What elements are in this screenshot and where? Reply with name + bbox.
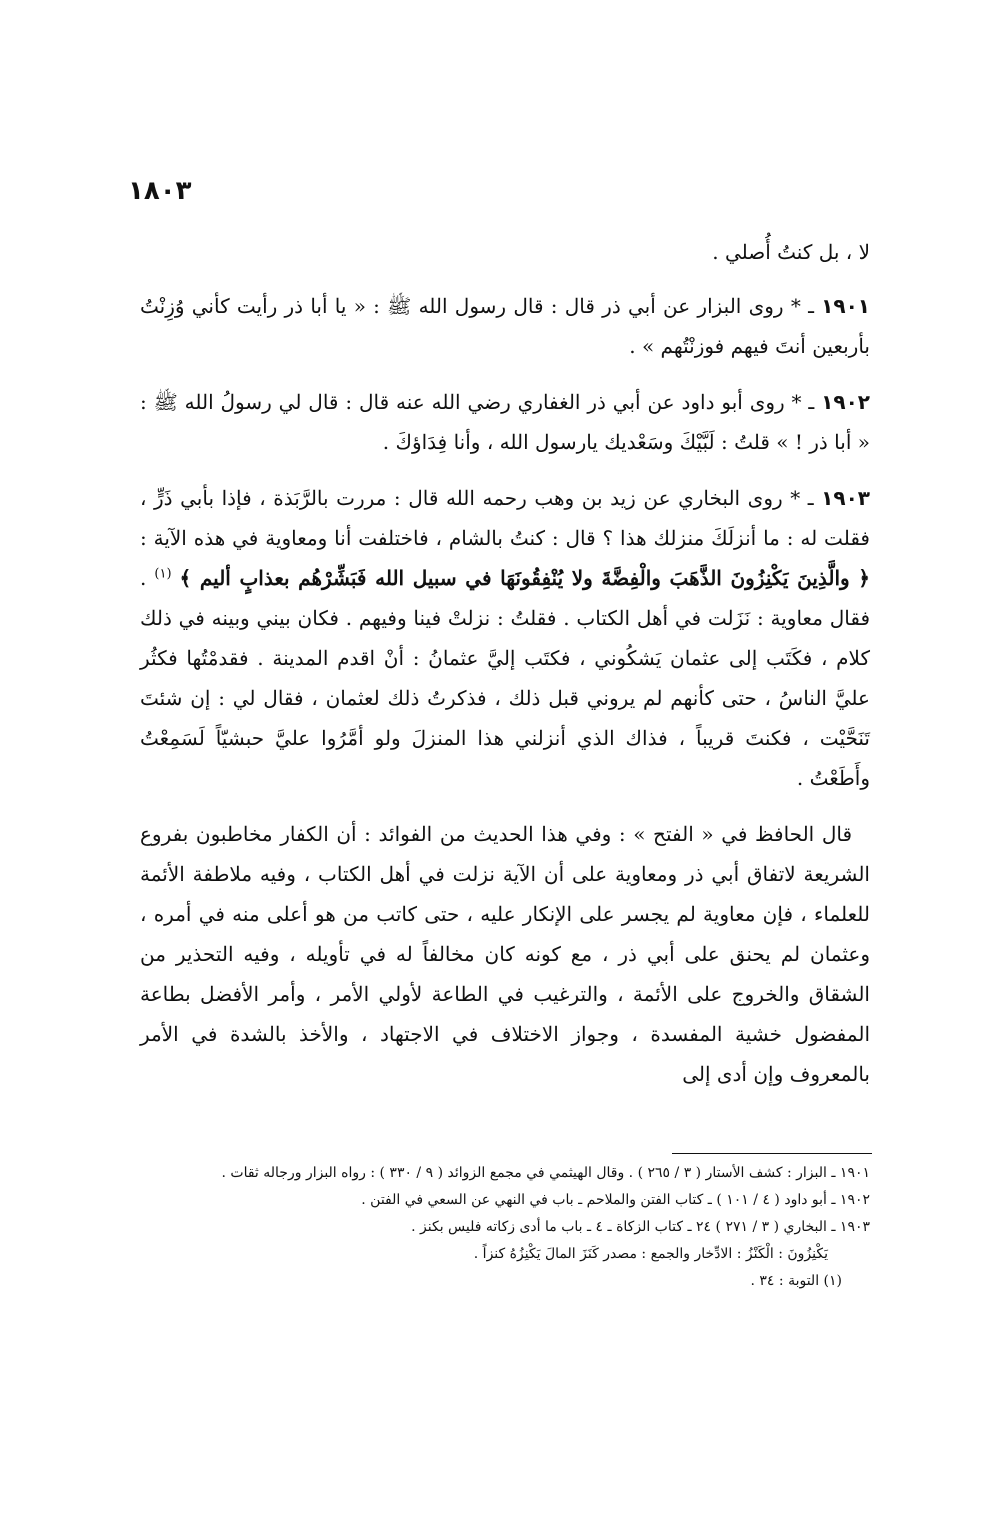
hadith-text: روى البزار عن أبي ذر قال : قال رسول الله ﷺ : « يا أبا ذر رأيت كأني وُزِنْتُ بأربعين أنتَ فيهم فوزنْتُهم » . bbox=[140, 294, 870, 358]
hadith-entry-1901 bbox=[140, 286, 870, 366]
intro-line: لا ، بل كنتُ أُصلي . bbox=[712, 240, 870, 264]
hadith-text: روى البخاري عن زيد بن وهب رحمه الله قال : مررت بالرَّبَذة ، فإذا بأبي ذَرٍّ ، فقلت له : ما أنزلَكَ منزلك هذا ؟ قال : كنتُ بالشام ، فاختلفت أنا ومعاوية في هذه الآية : bbox=[140, 486, 870, 550]
footnote-reference: (١) bbox=[154, 566, 172, 582]
hadith-entry-1903 bbox=[140, 478, 870, 798]
hadith-entry-1902 bbox=[140, 382, 870, 462]
hadith-number: ١٩٠٢ bbox=[821, 390, 870, 414]
quran-verse: ﴿ والَّذِينَ يَكْنِزُونَ الذَّهَبَ والْفِضَّةَ ولا يُنْفِقُونَهَا في سبيل الله فَبَشِّرْهُم بعذابٍ أليم ﴾ bbox=[179, 566, 871, 590]
footnote-1902: ١٩٠٢ ـ أبو داود ( ٤ / ١٠١ ) ـ كتاب الفتن والملاحم ـ باب في النهي عن السعي في الفتن . bbox=[361, 1192, 870, 1208]
footnotes bbox=[140, 1160, 870, 1295]
footnote-1903: ١٩٠٣ ـ البخاري ( ٣ / ٢٧١ ) ٢٤ ـ كتاب الزكاة ـ ٤ ـ باب ما أدى زكاته فليس بكنز . bbox=[411, 1219, 870, 1235]
page-number: ١٨٠٣ bbox=[128, 176, 192, 206]
footnote-divider bbox=[672, 1153, 872, 1154]
footnote-1901: ١٩٠١ ـ البزار : كشف الأستار ( ٣ / ٢٦٥ ) . وقال الهيثمي في مجمع الزوائد ( ٩ / ٣٣٠ ) : رواه البزار ورجاله ثقات . bbox=[221, 1165, 870, 1181]
hadith-text-continued: . فقال معاوية : نَزَلت في أهل الكتاب . فقلتُ : نزلتْ فينا وفيهم . فكان بيني وبينه في ذلك كلام ، فكَتَب إلى عثمان يَشكُوني ، فكتَب إليَّ عثمانُ : أنْ اقدم المدينة . فقدمْتُها فكثُر عليَّ الناسُ ، حتى كأنهم لم يروني قبل ذلك ، فذكرتُ ذلك لعثمان ، فقال لي : إن شئتَ تَنَحَّيْت ، فكنتَ قريباً ، فذاك الذي أنزلني هذا المنزلَ ولو أمَّرُوا عليَّ حبشيّاً لَسَمِعْتُ وأَطَعْتُ . bbox=[140, 566, 870, 790]
hadith-number: ١٩٠١ bbox=[821, 294, 870, 318]
footnote-verse-reference: (١) التوبة : ٣٤ . bbox=[750, 1273, 842, 1289]
hadith-text: روى أبو داود عن أبي ذر الغفاري رضي الله عنه قال : قال لي رسولُ الله ﷺ : « أبا ذر ! » قلتُ : لَبَّيْكَ وسَعْديك يارسول الله ، وأنا فِدَاؤكَ . bbox=[140, 390, 870, 454]
hadith-number: ١٩٠٣ bbox=[821, 486, 870, 510]
hadith-marker: ـ * bbox=[782, 486, 822, 510]
hadith-marker: ـ * bbox=[783, 294, 822, 318]
hadith-marker: ـ * bbox=[784, 390, 822, 414]
commentary-paragraph: قال الحافظ في « الفتح » : وفي هذا الحديث من الفوائد : أن الكفار مخاطبون بفروع الشريعة لاتفاق أبي ذر ومعاوية على أن الآية نزلت في أهل الكتاب ، وفيه ملاطفة الأئمة للعلماء ، فإن معاوية لم يجسر على الإنكار عليه ، حتى كاتب من هو أعلى منه في أمره ، وعثمان لم يحنق على أبي ذر ، مع كونه كان مخالفاً له في تأويله ، وفيه التحذير من الشقاق والخروج على الأئمة ، والترغيب في الطاعة لأولي الأمر ، وأمر الأفضل بطاعة المفضول خشية المفسدة ، وجواز الاختلاف في الاجتهاد ، والأخذ بالشدة في الأمر بالمعروف وإن أدى إلى bbox=[140, 822, 870, 1086]
footnote-gloss: يَكْنِزُونَ : الْكَنْزُ : الادِّخار والجمع : مصدر كَنَزَ المالَ يَكْنِزُهُ كنزاً . bbox=[473, 1246, 828, 1262]
main-text bbox=[140, 232, 870, 1110]
